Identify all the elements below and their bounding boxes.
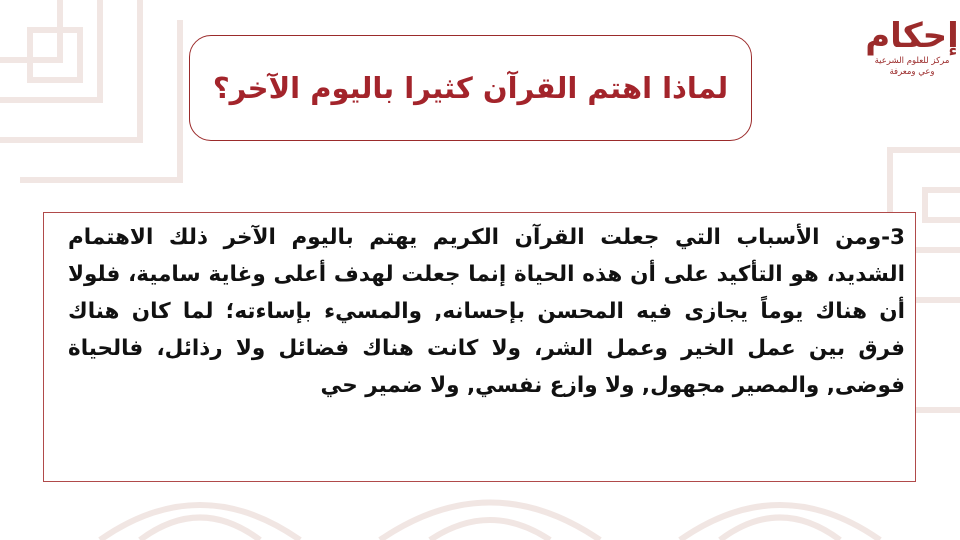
logo-mark: إحكام bbox=[865, 16, 959, 56]
content-paragraph: 3-ومن الأسباب التي جعلت القرآن الكريم يهتم باليوم الآخر ذلك الاهتمام الشديد، هو التأكيد على أن هذه الحياة إنما جعلت لهدف أعلى وغاية سامية، فلولا أن هناك يوماً يجازى فيه المحسن بإحسانه, والمسيء بإساءته؛ لما كان هناك فرق بين عمل الخير وعمل الشر، ولا كانت هناك فضائل ولا رذائل، فالحياة فوضى, والمصير مجهول, ولا وازع نفسي, ولا ضمير حي bbox=[68, 225, 905, 398]
slide-title: لماذا اهتم القرآن كثيرا باليوم الآخر؟ bbox=[212, 71, 729, 105]
corner-ornament-top-left bbox=[0, 0, 190, 200]
content-box bbox=[43, 212, 916, 482]
title-box bbox=[189, 35, 752, 141]
logo-tagline: مركز للعلوم الشرعية bbox=[874, 56, 950, 66]
brand-logo bbox=[864, 2, 960, 98]
logo-subtagline: وعي ومعرفة bbox=[889, 67, 935, 77]
